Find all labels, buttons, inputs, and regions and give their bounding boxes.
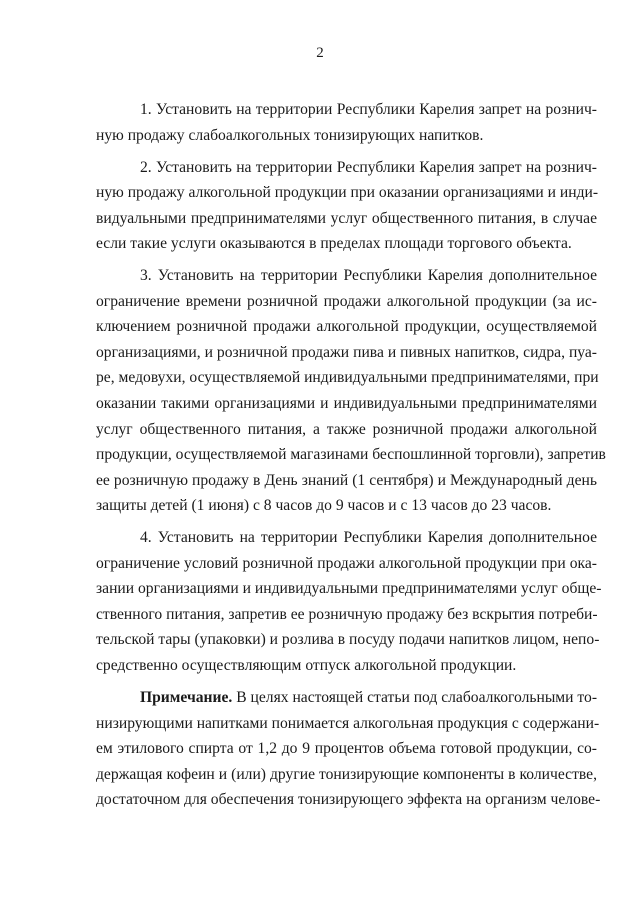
note-label: Примечание. (140, 689, 233, 707)
paragraph-line: видуальными предпринимателями услуг общественного питания, в случае (96, 209, 597, 227)
paragraph-line: ную продажу алкогольной продукции при оказании организациями и инди- (96, 184, 599, 202)
paragraph-line: ключением розничной продажи алкогольной продукции, осуществляемой (96, 318, 597, 336)
paragraph-4 (96, 525, 602, 678)
paragraph-line: ную продажу слабоалкогольных тонизирующих напитков. (96, 126, 484, 144)
paragraph-3 (96, 263, 606, 518)
paragraph-line: достаточном для обеспечения тонизирующего эффекта на организм челове- (96, 791, 601, 809)
paragraph-line: продукции, осуществляемой магазинами беспошлинной торговли), запретив (96, 446, 606, 464)
paragraph-line: 1. Установить на территории Республики Карелия запрет на рознич- (140, 101, 597, 118)
paragraph-line: услуг общественного питания, а также розничной продажи алкогольной (96, 420, 597, 438)
paragraph-2 (96, 155, 597, 257)
paragraph-line: оказании такими организациями и индивидуальными предпринимателями (96, 395, 597, 413)
paragraph-line: 2. Установить на территории Республики Карелия запрет на рознич- (140, 158, 597, 176)
paragraph-line: ограничение времени розничной продажи алкогольной продукции (за ис- (96, 292, 597, 310)
paragraph-line: ограничение условий розничной продажи алкогольной продукции при ока- (96, 554, 597, 572)
page-number: 2 (316, 45, 324, 61)
paragraph-line: 4. Установить на территории Республики Карелия дополнительное (140, 529, 597, 547)
note-paragraph (96, 685, 601, 813)
paragraph-line: зании организациями и индивидуальными предпринимателями услуг обще- (96, 580, 602, 598)
note-first-line-text: В целях настоящей статьи под слабоалкогольными то- (232, 689, 598, 707)
document-body (96, 97, 606, 813)
paragraph-line: организациями, и розничной продажи пива и пивных напитков, сидра, пуа- (96, 343, 597, 361)
paragraph-line: 3. Установить на территории Республики Карелия дополнительное (140, 267, 597, 285)
paragraph-line: ее розничную продажу в День знаний (1 сентября) и Международный день (96, 471, 597, 489)
paragraph-line: защиты детей (1 июня) с 8 часов до 9 часов и с 13 часов до 23 часов. (96, 497, 552, 515)
paragraph-1 (96, 97, 597, 148)
paragraph-line: ственного питания, запретив ее розничную продажу без вскрытия потреби- (96, 605, 598, 623)
note-first-line (96, 685, 597, 711)
paragraph-line: держащая кофеин и (или) другие тонизирующие компоненты в количестве, (96, 765, 597, 783)
paragraph-line: ре, медовухи, осуществляемой индивидуальными предпринимателями, при (96, 369, 599, 387)
paragraph-line: средственно осуществляющим отпуск алкогольной продукции. (96, 656, 517, 674)
paragraph-line: тельской тары (упаковки) и розлива в посуду подачи напитков лицом, непо- (96, 631, 600, 649)
paragraph-line: низирующими напитками понимается алкогольная продукция с содержани- (96, 714, 600, 732)
paragraph-line: ем этилового спирта от 1,2 до 9 процентов объема готовой продукции, со- (96, 740, 597, 758)
paragraph-line: если такие услуги оказываются в пределах площади торгового объекта. (96, 235, 572, 253)
